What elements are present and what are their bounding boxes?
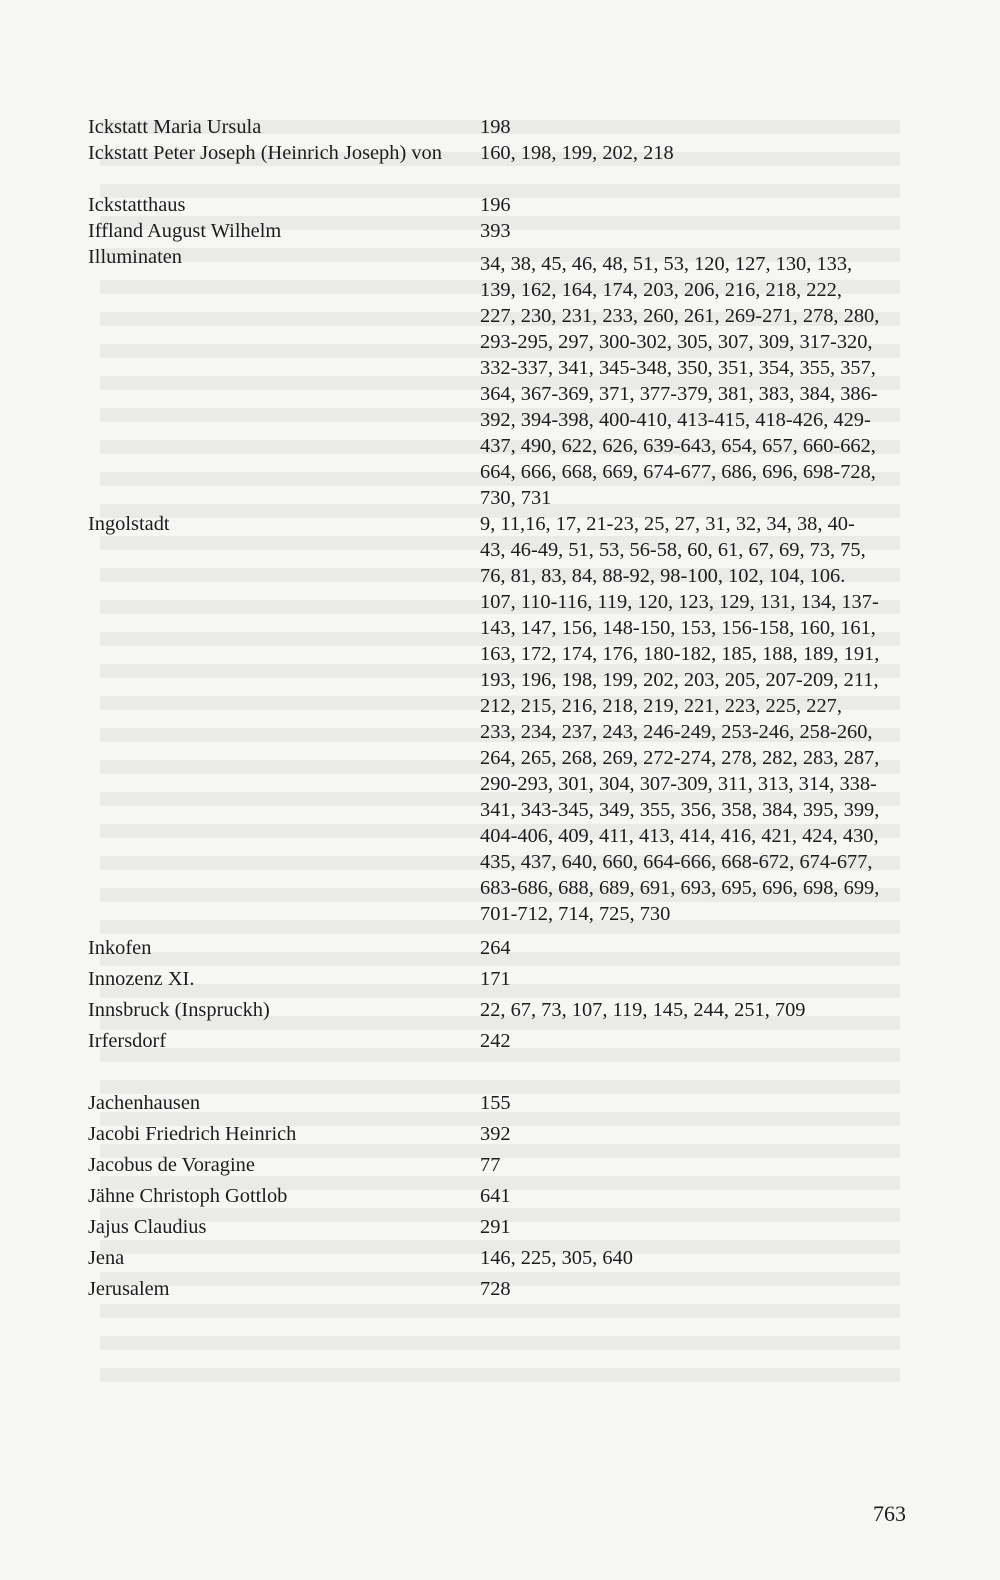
index-entry [88, 114, 908, 140]
index-entry [88, 1028, 908, 1054]
index-entry [88, 1121, 908, 1147]
index-term: Jachenhausen [88, 1092, 201, 1114]
index-entry [88, 1183, 908, 1209]
index-pages: 196 [480, 194, 511, 216]
index-term: Jähne Christoph Gottlob [88, 1185, 288, 1207]
index-term: Ickstatt Peter Joseph (Heinrich Joseph) von [88, 142, 442, 164]
index-entry [88, 218, 908, 244]
index-entry [88, 1276, 908, 1302]
index-entry [88, 511, 908, 927]
index-pages: 155 [480, 1092, 511, 1114]
index-pages: 728 [480, 1278, 511, 1300]
index-pages: 242 [480, 1030, 511, 1052]
letter-gap [88, 1054, 908, 1090]
index-term: Illuminaten [88, 246, 182, 268]
index-list [88, 114, 908, 1302]
index-pages: 393 [480, 220, 511, 242]
index-pages: 392 [480, 1123, 511, 1145]
page-number: 763 [873, 1501, 906, 1526]
index-entry [88, 1152, 908, 1178]
index-pages: 171 [480, 968, 511, 990]
index-term: Ingolstadt [88, 513, 170, 535]
index-pages: 34, 38, 45, 46, 48, 51, 53, 120, 127, 130, 133, 139, 162, 164, 174, 203, 206, 216, 218, 222, 227, 230, 231, 233, 260, 261, 269-271, 278, 280, 293-295, 297, 300-302, 305, 307, 309, 317-320, 332-337, 341, 345-348, 350, 351, 354, 355, 357, 364, 367-369, 371, 377-379, 381, 383, 384, 386-392, 394-398, 400-410, 413-415, 418-426, 429-437, 490, 622, 626, 639-643, 654, 657, 660-662, 664, 666, 668, 669, 674-677, 686, 696, 698-728, 730, 731 [480, 253, 880, 509]
index-pages: 9, 11,16, 17, 21-23, 25, 27, 31, 32, 34, 38, 40-43, 46-49, 51, 53, 56-58, 60, 61, 67, 69, 73, 75, 76, 81, 83, 84, 88-92, 98-100, 102, 104, 106. 107, 110-116, 119, 120, 123, 129, 131, 134, 137- 143, 147, 156, 148-150, 153, 156-158, 160, 161, 163, 172, 174, 176, 180-182, 185, 188, 189, 191, 193, 196, 198, 199, 202, 203, 205, 207-209, 211, 212, 215, 216, 218, 219, 221, 223, 225, 227, 233, 234, 237, 243, 246-249, 253-246, 258-260, 264, 265, 268, 269, 272-274, 278, 282, 283, 287, 290-293, 301, 304, 307-309, 311, 313, 314, 338-341, 343-345, 349, 355, 356, 358, 384, 395, 399, 404-406, 409, 411, 413, 414, 416, 421, 424, 430, 435, 437, 640, 660, 664-666, 668-672, 674-677, 683-686, 688, 689, 691, 693, 695, 696, 698, 699, 701-712, 714, 725, 730 [480, 513, 880, 925]
index-pages: 641 [480, 1185, 511, 1207]
index-entry [88, 1214, 908, 1240]
index-entry [88, 1245, 908, 1271]
index-pages: 22, 67, 73, 107, 119, 145, 244, 251, 709 [480, 999, 806, 1021]
index-term: Jerusalem [88, 1278, 170, 1300]
index-term: Jena [88, 1247, 125, 1269]
index-term: Irfersdorf [88, 1030, 167, 1052]
index-entry [88, 1090, 908, 1116]
index-term: Jacobi Friedrich Heinrich [88, 1123, 297, 1145]
index-term: Innsbruck (Inspruckh) [88, 999, 270, 1021]
index-entry [88, 244, 908, 511]
index-pages: 198 [480, 116, 511, 138]
index-pages: 77 [480, 1154, 501, 1176]
index-term: Innozenz XI. [88, 968, 195, 990]
index-term: Jacobus de Voragine [88, 1154, 255, 1176]
index-term: Iffland August Wilhelm [88, 220, 282, 242]
index-entry [88, 192, 908, 218]
index-pages: 264 [480, 937, 511, 959]
index-entry [88, 140, 908, 192]
index-entry [88, 966, 908, 992]
index-pages: 146, 225, 305, 640 [480, 1247, 633, 1269]
index-entry [88, 997, 908, 1023]
index-term: Ickstatt Maria Ursula [88, 116, 262, 138]
index-pages: 160, 198, 199, 202, 218 [480, 142, 674, 164]
index-entry [88, 935, 908, 961]
index-pages: 291 [480, 1216, 511, 1238]
index-term: Ickstatthaus [88, 194, 186, 216]
index-term: Jajus Claudius [88, 1216, 207, 1238]
index-term: Inkofen [88, 937, 152, 959]
